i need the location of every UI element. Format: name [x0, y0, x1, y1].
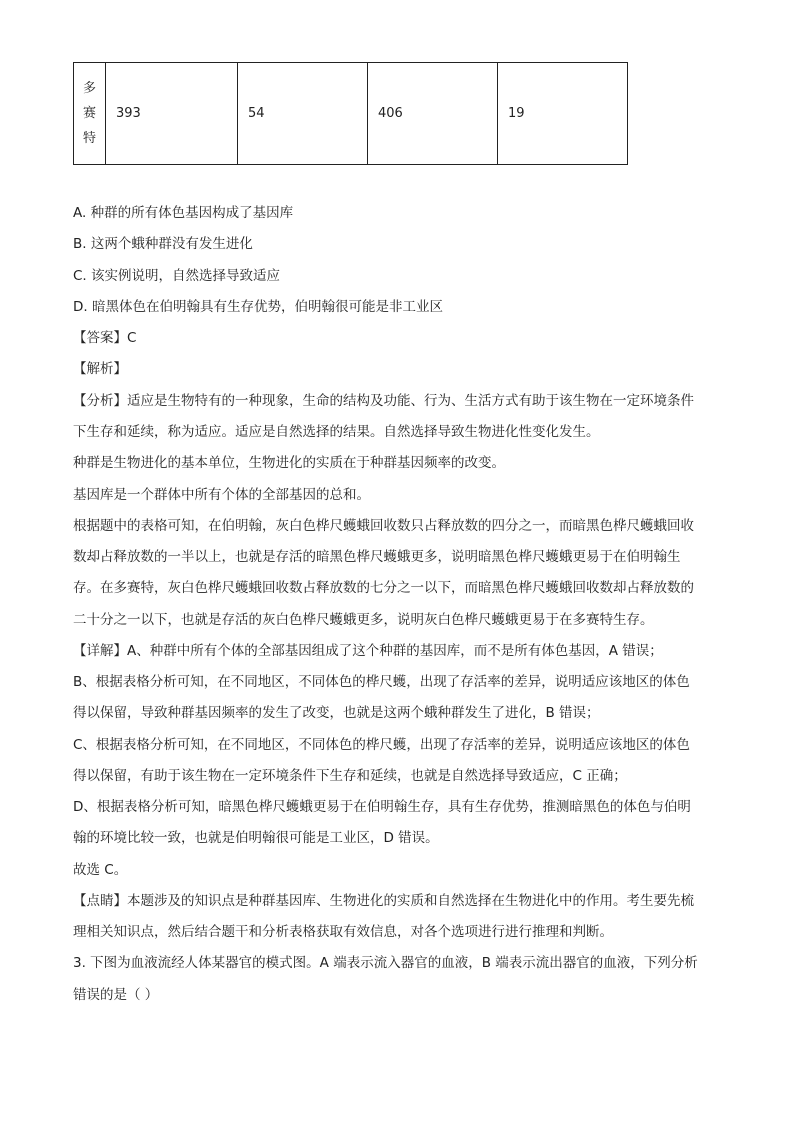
region-cell — [74, 63, 106, 165]
text-line: 二十分之一以下，也就是存活的灰白色桦尺蠖蛾更多，说明灰白色桦尺蠖蛾更易于在多赛特生存。 — [73, 612, 654, 628]
text-line: 下生存和延续，称为适应。适应是自然选择的结果。自然选择导致生物进化性变化发生。 — [73, 424, 600, 440]
question-3-line: 3. 下图为血液流经人体某器官的模式图。A 端表示流入器官的血液，B 端表示流出器官的血液，下列分析 — [73, 955, 698, 971]
text-line: 数却占释放数的一半以上，也就是存活的暗黑色桦尺蠖蛾更多，说明暗黑色桦尺蠖蛾更易于在伯明翰生 — [73, 549, 681, 565]
data-table — [73, 62, 628, 165]
option-c: C. 该实例说明，自然选择导致适应 — [73, 268, 281, 284]
text-line: 得以保留，有助于该生物在一定环境条件下生存和延续，也就是自然选择导致适应，C 正确； — [73, 768, 627, 784]
text-line: 【点睛】本题涉及的知识点是种群基因库、生物进化的实质和自然选择在生物进化中的作用。考生要先梳 — [73, 893, 694, 909]
region-char: 赛 — [82, 106, 96, 121]
text-line: 种群是生物进化的基本单位，生物进化的实质在于种群基因频率的改变。 — [73, 455, 505, 471]
question-3-line: 错误的是（ ） — [73, 987, 159, 1003]
table-cell: 406 — [368, 63, 498, 165]
text-line: 存。在多赛特，灰白色桦尺蠖蛾回收数占释放数的七分之一以下，而暗黑色桦尺蠖蛾回收数却占释放数的 — [73, 580, 694, 596]
table-cell: 54 — [238, 63, 368, 165]
text-line: 理相关知识点，然后结合题干和分析表格获取有效信息，对各个选项进行进行推理和判断。 — [73, 924, 613, 940]
region-char: 多 — [82, 81, 96, 96]
table-row — [74, 63, 628, 165]
answer-label: 【答案】 — [73, 330, 127, 346]
text-line: 得以保留，导致种群基因频率的发生了改变，也就是这两个蛾种群发生了进化，B 错误； — [73, 705, 600, 721]
table-cell: 393 — [106, 63, 238, 165]
option-b: B. 这两个蛾种群没有发生进化 — [73, 236, 253, 252]
region-char: 特 — [82, 131, 96, 146]
table-cell: 19 — [498, 63, 628, 165]
answer-line — [73, 328, 136, 348]
text-line: C、根据表格分析可知，在不同地区，不同体色的桦尺蠖，出现了存活率的差异，说明适应该地区的体色 — [73, 737, 690, 753]
text-line: 翰的环境比较一致，也就是伯明翰很可能是工业区，D 错误。 — [73, 830, 439, 846]
answer-value: C — [127, 330, 137, 346]
text-line: 故选 C。 — [73, 862, 128, 878]
text-line: 基因库是一个群体中所有个体的全部基因的总和。 — [73, 487, 370, 503]
text-line: D、根据表格分析可知，暗黑色桦尺蠖蛾更易于在伯明翰生存，具有生存优势，推测暗黑色的体色与伯明 — [73, 799, 691, 815]
option-d: D. 暗黑体色在伯明翰具有生存优势，伯明翰很可能是非工业区 — [73, 299, 443, 315]
analysis-header: 【解析】 — [73, 361, 127, 377]
text-line: 根据题中的表格可知，在伯明翰，灰白色桦尺蠖蛾回收数只占释放数的四分之一，而暗黑色桦尺蠖蛾回收 — [73, 518, 694, 534]
option-a: A. 种群的所有体色基因构成了基因库 — [73, 205, 294, 221]
text-line: B、根据表格分析可知，在不同地区，不同体色的桦尺蠖，出现了存活率的差异，说明适应该地区的体色 — [73, 674, 690, 690]
text-line: 【详解】A、种群中所有个体的全部基因组成了这个种群的基因库，而不是所有体色基因，A 错误； — [73, 643, 663, 659]
text-line: 【分析】适应是生物特有的一种现象，生命的结构及功能、行为、生活方式有助于该生物在一定环境条件 — [73, 393, 694, 409]
